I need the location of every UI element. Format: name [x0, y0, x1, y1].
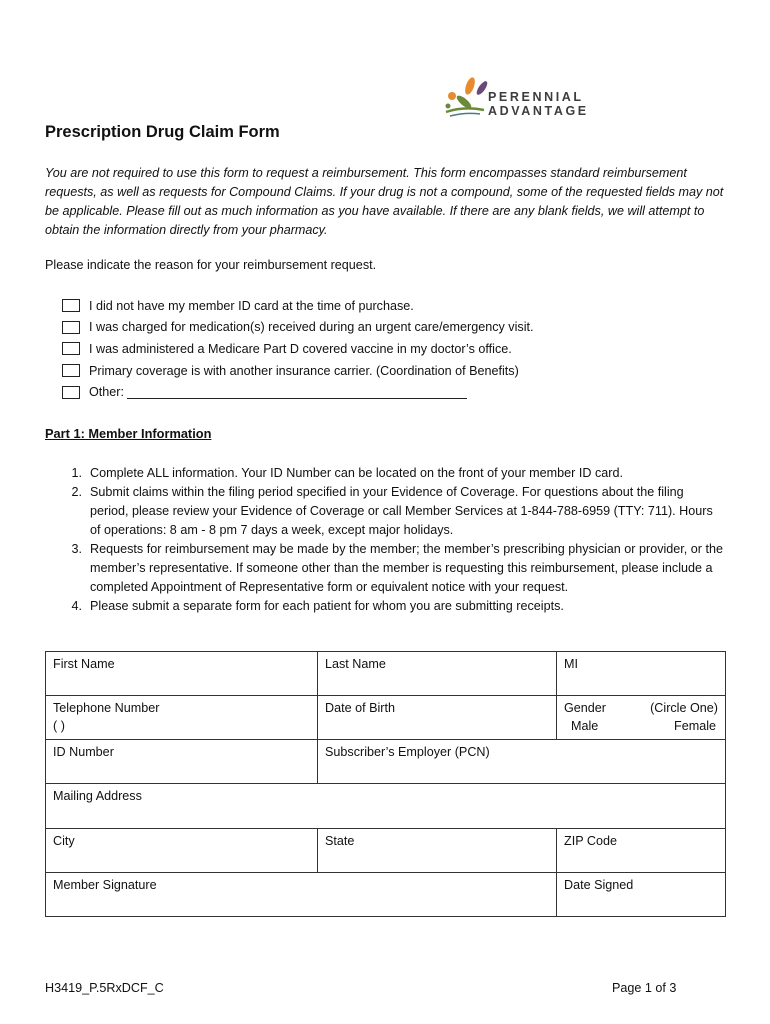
logo-line2: ADVANTAGE: [488, 104, 589, 118]
page-number: Page 1 of 3: [612, 981, 677, 995]
instruction-number: 3.: [71, 542, 82, 556]
state-field[interactable]: [318, 829, 557, 873]
reason-item: [62, 360, 534, 382]
instruction-item: [45, 464, 725, 483]
mi-label: MI: [564, 657, 578, 671]
telephone-field[interactable]: [46, 696, 318, 740]
first-name-label: First Name: [53, 657, 115, 671]
mailing-address-label: Mailing Address: [53, 789, 142, 803]
form-code: H3419_P.5RxDCF_C: [45, 981, 164, 995]
intro-paragraph: You are not required to use this form to request a reimbursement. This form encompasses standard reimbursement requests, as well as requests for Compound Claims. If your drug is not a compound, some of the requested fields may not be applicable. Please fill out as much information as you have available. If there are any blank fields, we will attempt to obtain the information directly from your pharmacy.: [45, 166, 724, 237]
dob-field[interactable]: [318, 696, 557, 740]
last-name-label: Last Name: [325, 657, 386, 671]
reason-checkbox-4[interactable]: [62, 364, 80, 377]
id-number-field[interactable]: [46, 740, 318, 784]
reason-label: I was charged for medication(s) received during an urgent care/emergency visit.: [89, 320, 534, 335]
logo-swoosh: [446, 108, 484, 112]
reason-item: [62, 317, 534, 339]
mailing-address-field[interactable]: [46, 784, 726, 829]
reason-label: I was administered a Medicare Part D covered vaccine in my doctor’s office.: [89, 341, 512, 356]
instruction-item: [45, 483, 725, 540]
telephone-label: Telephone Number: [53, 701, 160, 715]
city-label: City: [53, 834, 75, 848]
instruction-number: 2.: [71, 485, 82, 499]
reason-item: [62, 338, 534, 360]
instruction-text: Submit claims within the filing period specified in your Evidence of Coverage. For questions about the filing period, please review your Evidence of Coverage or call Member Services at 1-844-788-6959 (TTY: 711). Hours of operations: 8 am - 8 pm 7 days a week, except major holidays.: [90, 485, 713, 537]
gender-field: [557, 696, 726, 740]
id-number-label: ID Number: [53, 745, 114, 759]
logo-dot-green: [446, 104, 451, 109]
reason-checkbox-other[interactable]: [62, 386, 80, 399]
reason-label-other: Other:: [89, 385, 124, 400]
gender-option-male[interactable]: Male: [571, 719, 599, 733]
logo-line1: PERENNIAL: [488, 90, 584, 104]
instruction-item: [45, 597, 725, 616]
logo-dot-orange: [448, 92, 456, 100]
signature-field[interactable]: [46, 873, 557, 917]
zip-field[interactable]: [557, 829, 726, 873]
logo-swoosh-2: [450, 113, 480, 116]
reason-label: I did not have my member ID card at the time of purchase.: [89, 298, 414, 313]
employer-label: Subscriber’s Employer (PCN): [325, 745, 490, 759]
dob-label: Date of Birth: [325, 701, 395, 715]
instruction-item: [45, 540, 725, 597]
instruction-number: 4.: [71, 599, 82, 613]
mi-field[interactable]: [557, 652, 726, 696]
first-name-field[interactable]: [46, 652, 318, 696]
reason-checkbox-3[interactable]: [62, 342, 80, 355]
page-title: Prescription Drug Claim Form: [45, 123, 280, 141]
circle-one-label: (Circle One): [650, 701, 718, 715]
reason-label: Primary coverage is with another insurance carrier. (Coordination of Benefits): [89, 363, 519, 378]
last-name-field[interactable]: [318, 652, 557, 696]
reason-item: [62, 381, 534, 403]
instruction-text: Please submit a separate form for each patient for whom you are submitting receipts.: [90, 599, 564, 613]
employer-field[interactable]: [318, 740, 726, 784]
logo-leaf-orange: [463, 76, 477, 96]
instruction-number: 1.: [71, 466, 82, 480]
city-field[interactable]: [46, 829, 318, 873]
reason-checkbox-1[interactable]: [62, 299, 80, 312]
member-info-table: [45, 651, 726, 917]
signature-label: Member Signature: [53, 878, 157, 892]
reason-checklist: [62, 295, 534, 403]
logo-wordmark: [488, 90, 589, 118]
telephone-area-code: ( ): [53, 719, 65, 733]
part1-heading: Part 1: Member Information: [45, 426, 212, 441]
gender-label: Gender: [564, 701, 607, 715]
date-signed-label: Date Signed: [564, 878, 634, 892]
state-label: State: [325, 834, 355, 848]
instruction-text: Requests for reimbursement may be made by the member; the member’s prescribing physician or provider, or the member’s representative. If someone other than the member is requesting this reimbursement, please include a completed Appointment of Representative form or equivalent notice with your request.: [90, 542, 724, 594]
reason-prompt: Please indicate the reason for your reimbursement request.: [45, 258, 377, 272]
instructions-list: [45, 464, 725, 616]
other-reason-input-line[interactable]: [127, 386, 467, 399]
date-signed-field[interactable]: [557, 873, 726, 917]
zip-label: ZIP Code: [564, 834, 617, 848]
instruction-text: Complete ALL information. Your ID Number can be located on the front of your member ID card.: [90, 466, 623, 480]
reason-item: [62, 295, 534, 317]
gender-option-female[interactable]: Female: [674, 719, 716, 733]
reason-checkbox-2[interactable]: [62, 321, 80, 334]
